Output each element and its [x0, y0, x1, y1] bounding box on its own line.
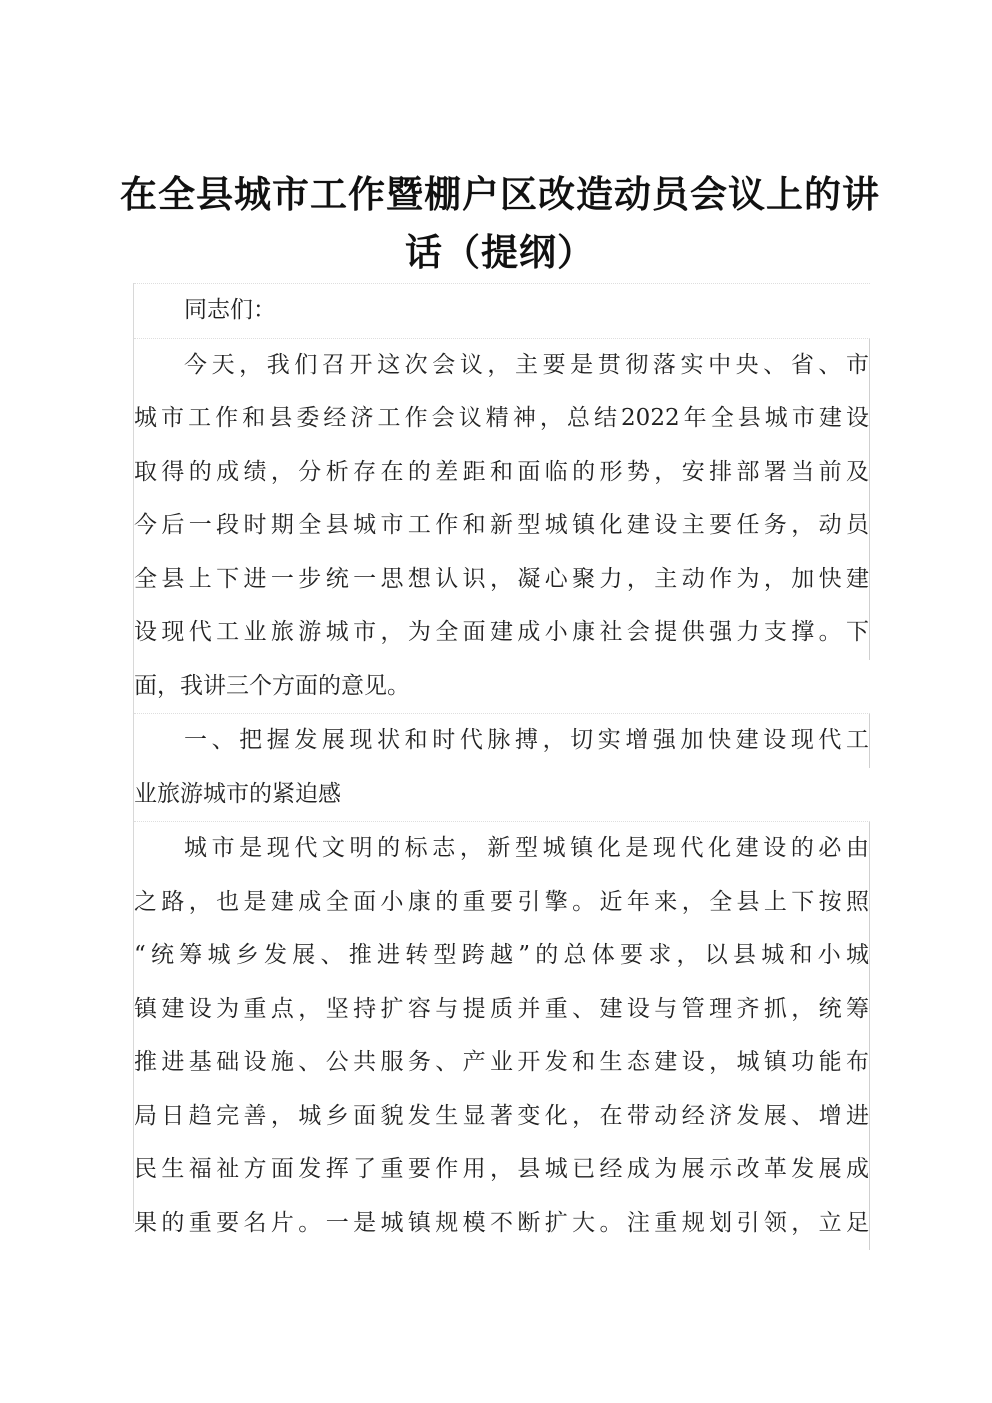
title-line-2: 话（提纲） — [405, 231, 595, 274]
section-heading-one — [134, 713, 870, 821]
paragraph-line: 推进基础设施、公共服务、产业开发和生态建设，城镇功能布 — [134, 1036, 870, 1090]
paragraph-line: 民生福祉方面发挥了重要作用，县城已经成为展示改革发展成 — [134, 1143, 870, 1197]
paragraph-introduction — [134, 338, 870, 714]
paragraph-line: 一、把握发展现状和时代脉搏，切实增强加快建设现代工 — [134, 714, 870, 768]
paragraph-line: 同志们： — [184, 297, 276, 323]
paragraph-line: 今后一段时期全县城市工作和新型城镇化建设主要任务，动员 — [134, 499, 870, 553]
paragraph-line: 镇建设为重点，坚持扩容与提质并重、建设与管理齐抓，统筹 — [134, 983, 870, 1037]
paragraph-line: 果的重要名片。一是城镇规模不断扩大。注重规划引领，立足 — [134, 1197, 870, 1251]
paragraph-line: 全县上下进一步统一思想认识，凝心聚力，主动作为，加快建 — [134, 553, 870, 607]
paragraph-line: 设现代工业旅游城市，为全面建成小康社会提供强力支撑。下 — [134, 606, 870, 660]
paragraph-line: 面，我讲三个方面的意见。 — [134, 672, 410, 699]
document-body — [133, 283, 870, 1236]
paragraph-line: 今天，我们召开这次会议，主要是贯彻落实中央、省、市 — [134, 339, 870, 393]
paragraph-line: 城市是现代文明的标志，新型城镇化是现代化建设的必由 — [134, 822, 870, 876]
paragraph-line: 局日趋完善，城乡面貌发生显著变化，在带动经济发展、增进 — [134, 1090, 870, 1144]
document-title — [120, 166, 880, 282]
paragraph-line: 之路，也是建成全面小康的重要引擎。近年来，全县上下按照 — [134, 876, 870, 930]
title-line-1: 在全县城市工作暨棚户区改造动员会议上的讲 — [120, 173, 880, 216]
paragraph-salutation — [134, 283, 870, 338]
paragraph-line: 业旅游城市的紧迫感 — [134, 780, 341, 807]
paragraph-line: 取得的成绩，分析存在的差距和面临的形势，安排部署当前及 — [134, 446, 870, 500]
paragraph-line: “统筹城乡发展、推进转型跨越”的总体要求，以县城和小城 — [134, 929, 870, 983]
paragraph-city-development — [134, 821, 870, 1250]
paragraph-line: 城市工作和县委经济工作会议精神，总结2022年全县城市建设 — [134, 392, 870, 446]
